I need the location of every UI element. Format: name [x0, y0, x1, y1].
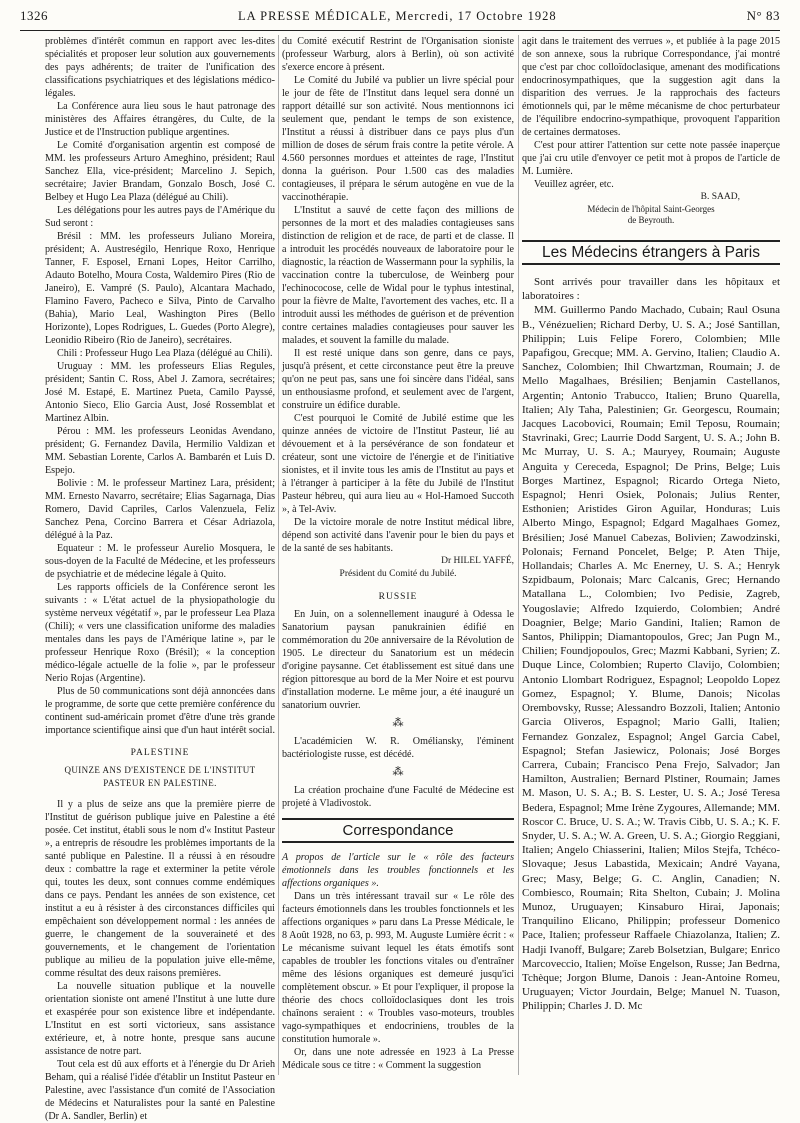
column-2 [282, 35, 514, 1075]
signature-title: de Beyrouth. [627, 215, 675, 225]
section-heading-russie: RUSSIE [378, 592, 418, 602]
article-subheading: QUINZE ANS D'EXISTENCE DE L'INSTITUT PASTEUR EN PALESTINE. [64, 765, 256, 788]
paragraph: Les délégations pour les autres pays de l'Amérique du Sud seront : [45, 205, 275, 229]
column-divider [518, 35, 519, 1075]
paragraph: Le Comité d'organisation argentin est composé de MM. les professeurs Arturo Ameghino, président; Raul Sanchez Ella, vice-président; Marcelino J. Sepich, secrétaire; Javier Brandam, Gonzalo Bosch, José C. Belbey et Hugo Lea Plaza (délégué au Chili). [45, 140, 275, 203]
signature-title: Médecin de l'hôpital Saint-Georges [587, 204, 715, 214]
paragraph: du Comité exécutif Restrint de l'Organisation sioniste (professeur Warburg, alors à Berlin), où son activité s'exerce encore à présent. [282, 36, 514, 73]
paragraph: La nouvelle situation publique et la nouvelle orientation sioniste ont amené l'Institut à une lutte dure et exaspérée pour son existence libre et indépendante. L'Institut en est sorti victorieux, sans assistance extérieure, et, à notre honte, presque sans aucune assistance de notre part. [45, 981, 275, 1057]
paragraph: Dans un très intéressant travail sur « Le rôle des facteurs émotionnels dans les troubles fonctionnels et les affections organiques » paru dans La Presse Médicale, le 8 Août 1928, no 63, p. 993, M. Auguste Lumière écrit : « Le mécanisme suivant lequel les états émotifs sont capables de troubler les fonctions vitales ou d'entraîner même des lésions organiques est demeuré jusqu'ici complètement obscur. » Et pour l'expliquer, il propose la théorie des chocs colloïdoclasiques dont les trois chaînons seraient : « Troubles vaso-moteurs, troubles vago-sympathiques et endocriniens, troubles de la constitution humorale ». [282, 891, 514, 1045]
paragraph: C'est pourquoi le Comité de Jubilé estime que les quinze années de victoire de l'Institut Pasteur, lié au dévouement et à la persévérance de son fondateur et créateur, sont une victoire de l'énergie et de l'initiative sionistes, et il invite tous les amis de l'Institut au pays et à l'étranger à participer à la fête du Jubilé de l'Institut Pasteur hébreu, qui aura lieu au « Hol-Hamoed Succoth », à Tel-Aviv. [282, 413, 514, 515]
paragraph: Chili : Professeur Hugo Lea Plaza (délégué au Chili). [57, 348, 273, 359]
section-title-medecins-etrangers: Les Médecins étrangers à Paris [522, 240, 780, 265]
signature-name: Dr HILEL YAFFÉ, [441, 556, 514, 566]
paragraph: Or, dans une note adressée en 1923 à La Presse Médicale sous ce titre : « Comment la suggestion [282, 1047, 514, 1071]
arrivals-list [522, 275, 780, 1014]
asterism-separator: ⁂ [392, 717, 404, 729]
paragraph: Plus de 50 communications sont déjà annoncées dans le programme, de sorte que cette première conférence du continent sud-américain promet d'être d'une très grande importance scientifique ainsi que d'un haut intérêt social. [45, 686, 275, 736]
paragraph: Bolivie : M. le professeur Martinez Lara, président; MM. Ernesto Navarro, secrétaire; Elias Sagarnaga, Dias Romero, David Capriles, Carlos Valenzuela, Feliz Sanchez Pena, Corcino Barrera et César Adriazola, délégué à la Paz. [45, 478, 275, 541]
paragraph: C'est pour attirer l'attention sur cette note passée inaperçue que j'ai cru utile d'envoyer ce petit mot à propos de l'article de M. Lumière. [522, 140, 780, 177]
paragraph: Veuillez agréer, etc. [534, 179, 614, 190]
paragraph: Equateur : M. le professeur Aurelio Mosquera, le sous-doyen de la Faculté de Médecine, et les professeurs de psychiatrie et de médecine légale à Quito. [45, 543, 275, 580]
paragraph: Pérou : MM. les professeurs Leonidas Avendano, président; G. Fernandez Davila, Hermilio Valdizan et MM. Sebastian Lorente, Carlos A. Bambarén et Luis D. Espejo. [45, 426, 275, 476]
paragraph: Les rapports officiels de la Conférence seront les suivants : « L'état actuel de la physiopathologie du système nerveux végétatif », par le professeur Lea Plaza (Chili); « vers une classification uniforme des maladies mentales dans les pays de l'Amérique latine », par le professeur Henrique Roxo (Brésil); « la conception médico-légale actuelle de la folie », par le professeur Nerio Rojas (Argentine). [45, 582, 275, 684]
paragraph: En Juin, on a solennellement inauguré à Odessa le Sanatorium paysan panukrainien édifié en commémoration du 20e anniversaire de la Révolution de 1905. Le directeur du Sanatorium est un médecin d'origine paysanne. Cet établissement est situé dans une région pittoresque au bord de la Mer Noire et est pourvu d'installation moderne. Le même jour, a été inauguré un sanatorium ouvrier. [282, 609, 514, 711]
journal-title: LA PRESSE MÉDICALE, Mercredi, 17 Octobre 1928 [238, 8, 557, 23]
paragraph: Brésil : MM. les professeurs Juliano Moreira, président; A. Austreségilo, Henrique Roxo, Henrique Tanner, F. Esposel, Ernani Lopes, Heitor Carrilho, Adauto Botelho, Moura Costa, Waldemiro Pires (Rio de Janeiro), E. Vampré (S. Paulo), Alcantara Machado, Flamino Favero, Pacheco e Silva, Pinto de Carvalho (Bahia), Mario Leal, Washington Pires (Bello Horizonte), Lopes Rodrigues, L. Guedes (Porto Alegre), Leonidio Ribeiro (Rio de Janeiro), secrétaires. [45, 231, 275, 346]
paragraph: Il y a plus de seize ans que la première pierre de l'Institut de guérison publique juive en Palestine a été posée. Cet institut, établi sous le nom d'« Institut Pasteur », a entrepris de résoudre les problèmes importants de la santé publique en Palestine. Il a réussi à en résoudre deux : combattre la rage et exterminer la petite vérole qui, toutes les deux, sont connues comme endémiques dans ce pays. Pendant les années de son existence, cet institut a eu à résister à des circonstances difficiles qui empêchaient son développement normal : les années de guerre, le changement de la souveraineté et des gouvernements, et le changement de l'orientation publique au milieu de la population juive elle-même, comme résultat des deux raisons premières. [45, 799, 275, 979]
column-divider [278, 35, 279, 1075]
asterism-separator: ⁂ [392, 766, 404, 778]
paragraph: MM. Guillermo Pando Machado, Cubain; Raul Osuna B., Vénézuelien; Richard Derby, U. S. A.; José Santillan, Philippin; Luis Felipe Forero, Colombien; Mlle Papafigou, Grecque; MM. A. Gervino, Italien; Claudio A. Sanchez, Colombien; Ihil Chwartzman, Roumain; J. de Mello Magalhaes, Brésilien; Benjamin Castellanos, Argentin; Antonio Trabucco, Italien; Bruno Quarella, Italien; Aly Taha, Palestinien; Gr. Georgescu, Roumain; Jacques Lacobovici, Roumain; Emil Teposu, Roumain; Stavrinaki, Grec; Laurrie Dodd Sargent, U. S. A.; John B. Mc Murray, U. S. A.; Mauryey, Roumain; Auguste Anguita y Cereceda, Espagnol; De Prins, Belge; Luis Borges Martinez, Espagnol; Ricardo Ortega Nieto, Espagnol; Henri Osiek, Polonais; Julius Renter, Esthonien; Aristides Giron Aguilar, Honduras; Luis Alberto Mingo, Espagnol; Edgard Magalhaes Gomez, Brésilien; José Manuel Cabezas, Bolivien; Zawodzinski, Polonais; Fernand Poncelet, Belge; P. Aten Thije, Hollandais; Charles A. Mc Enerney, U. S. A.; Henryk Szpidbaum, Polonais; Marc Calcanis, Grec; Hernando Matallana L., Colombien; Ivo Pedisie, Zagreb, Yougoslavie; Alfredo Izquierdo, Colombien; André Doagnier, Belge; Mario Gandini, Italien; Ramon de Santos, Philippin; Diamantopoulos, Grec; Jan Pugn M., Chilien; Foundjopoulos, Grec; Mazmi Kabbani, Syrien; Z. Duque Lince, Colombien; Ruperto Clavijo, Colombien; Antonio Llombart Rodriguez, Espagnol; Leopoldo Lopez Gomez, Espagnol; Y. Blume, Danois; Nicolas Orembovsky, Russe; Alessandro Bozzoli, Italien; Antonio Garcia Oliveros, Espagnol; Mario Galli, Italien; Fernandez Gonzalez, Espagnol; Angel Garcia Cabel, Espagnol; Stefan Jasiewicz, Polonais; José Borges Carrera, Cubain; Francisco Pena Frejo, Salvador; Jan Hamilton, Australien; Bernard Plstiner, Roumain; James M. Mason, U. S. A.; B. S. Lester, U. S. A.; José Teresa Bedera, Espagnol; Mme Irène Zygoures, Allemande; MM. Roscor C. Bruce, U. S. A.; W. Travis Cibb, U. S. A.; K. F. Snyder, U. S. A.; W. A. Green, U. S. A.; Giorgio Reggiani, Italien; Angelo Chiasserini, Italien; Milos Stejfa, Tchéco-Slovaque; Jesus Labastida, Mexicain; André Vayana, Grec; Masy, Belge; G. C. Anglin, Canadien; N. Combiesco, Roumain; Rita Shelton, Cubain; J. Molina Munoz, Uruguayen; Kinsaburo Hirai, Japonais; Tranquilino Elicano, Philippin; professeur Domenico Pace, Italien; professeur Raffaele Chiazolanza, Italien; Z. Hadji Ivanoff, Bulgare; Zareb Bolsetzian, Bulgare; Enrico Marcoveccio, Italien; Moïse Engelson, Russe; Jan Bedrna, Tchèque; Jorgon Blume, Danois : Jean-Antoine Romeu, Uruguayen; Victor Jourdain, Belge; Manuel N. Tuason, Philippin; Charles J. D. Mc [522, 304, 780, 1013]
article-lead: A propos de l'article sur le « rôle des facteurs émotionnels dans les troubles fonctionnels et les affections organiques ». [282, 852, 514, 889]
paragraph: La Conférence aura lieu sous le haut patronage des ministères des Affaires étrangères, du Culte, de la Justice et de l'Instruction publique argentines. [45, 101, 275, 138]
paragraph: Tout cela est dû aux efforts et à l'énergie du Dr Arieh Beham, qui a réalisé l'idée d'établir un Institut Pasteur en Palestine, avec l'assistance d'un comité de l'Association de Médecins et Naturalistes pour la santé en Palestine (Dr A. Sandler, Berlin) et [45, 1059, 275, 1122]
paragraph: De la victoire morale de notre Institut médical libre, dépend son activité dans l'avenir pour le bien du pays et de la santé de ses habitants. [282, 517, 514, 554]
header-rule [20, 30, 780, 31]
section-title-correspondance: Correspondance [282, 818, 514, 843]
paragraph: L'Institut a sauvé de cette façon des millions de personnes de la mort et des maladies contagieuses sans distinction de religion et de race, de parti et de classe. Il a introduit les procédés nouveaux de laboratoire pour le diagnostic, la réaction de Wassermann pour la syphilis, la vaccination contre la tuberculose, de Weinberg pour l'echinococose, celle de Widal pour le typhus intestinal, pour la fièvre de Malte, l'avortement des vaches, etc. Il a introduit aussi les méthodes de guérison et de prévention contre certaines maladies contagieuses pour sauver les malades, et souvent la famille du malade. [282, 205, 514, 346]
page-number: 1326 [20, 8, 48, 23]
signature-title: Président du Comité du Jubilé. [339, 569, 457, 579]
page-header [20, 4, 780, 28]
paragraph: Le Comité du Jubilé va publier un livre spécial pour le jour de fête de l'Institut dans lequel sera donné un rapport détaillé sur son activité. Nous mentionnons ici seulement que, pendant le temps de son existence, l'Institut a réussi à distribuer dans ce pays plus d'un million de doses de sérum frais contre la petite vérole. A 4.560 personnes mordues et atteintes de rage, l'Institut donna la guérison. Pour 1.500 cas des maladies contagieuses, il prépara le sérum autogène en vue de la vaccinothérapie. [282, 75, 514, 203]
paragraph: Uruguay : MM. les professeurs Elias Regules, président; Santin C. Ross, Abel J. Zamora, secrétaires; José M. Estapé, E. Martinez Pueta, Camilo Payssé, Antonio Sieco, Elio Garcia Aust, José Rossemblat et Martinez Albin. [45, 361, 275, 424]
column-3 [522, 35, 780, 1075]
paragraph: L'académicien W. R. Oméliansky, l'éminent bactériologiste russe, est décédé. [282, 736, 514, 760]
column-1 [45, 35, 275, 1122]
paragraph: Sont arrivés pour travailler dans les hôpitaux et laboratoires : [522, 276, 780, 303]
paragraph: La création prochaine d'une Faculté de Médecine est projeté à Vladivostok. [282, 785, 514, 809]
issue-number: N° 83 [746, 8, 780, 23]
section-heading-palestine: PALESTINE [130, 748, 190, 758]
paragraph: Il est resté unique dans son genre, dans ce pays, jusqu'à présent, et cette circonstance peut être la preuve qu'on ne peut pas, sans une foi sincère dans l'idéal, sans un enthousiasme profond, et seulement avec de l'argent, construire un édifice durable. [282, 348, 514, 411]
signature-name: B. SAAD, [700, 192, 740, 202]
paragraph: problèmes d'intérêt commun en rapport avec les-dites spécialités et proposer leur solution aux gouvernements des pays adhérents; de traiter de l'unification des classifications psychiatriques et des législations médico-légales. [45, 36, 275, 99]
paragraph: agit dans le traitement des verrues », et publiée à la page 2015 de son annexe, sous la rubrique Correspondance, j'ai montré que c'est par choc colloïdoclasique, amenant des modifications endocrinosympathiques, que la suggestion agit dans la disparition des verrues. Je la rapprochais des facteurs émotionnels qui, par le même mécanisme de choc perturbateur de l'équilibre endocrino-sympathique, provoquent l'apparition de certaines dermatoses. [522, 36, 780, 138]
